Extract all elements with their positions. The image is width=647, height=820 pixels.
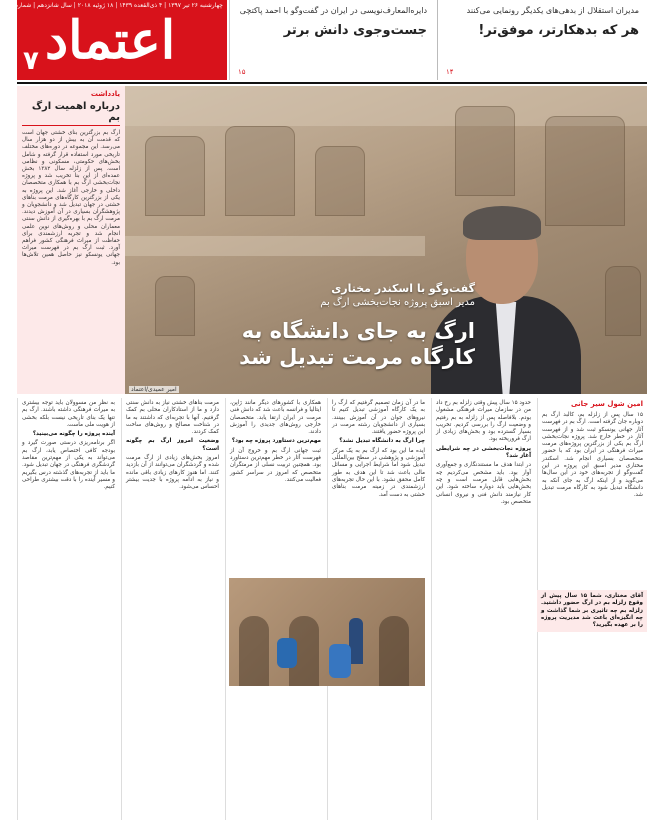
teaser-kicker: دایره‌المعارف‌نویسی در ایران در گفت‌وگو با احمد پاکتچی (239, 6, 427, 15)
masthead-date: چهارشنبه ۲۶ تیر ۱۳۹۷ | ۴ ذی‌القعده ۱۴۳۹ | ۱۸ ژوئیه ۲۰۱۸ | سال شانزدهم | شماره ۴۲۸۲ (0, 2, 223, 9)
teaser-encyclopedia[interactable] (229, 0, 435, 80)
highlight-question-box (537, 590, 647, 632)
teaser-page: ۱۴ (446, 68, 454, 76)
article-author: امین شول سیر جانی (570, 400, 643, 408)
teaser-page: ۱۵ (238, 68, 246, 76)
article-paragraph: ثبت جهانی ارگ بم و خروج آن از فهرست آثار در خطر مهم‌ترین دستاورد بود. همچنین تربیت نسلی از مرمتگران متخصص که امروز در سراسر کشور فعالیت می‌کنند. (230, 447, 321, 483)
article-column-2 (431, 398, 535, 820)
article-paragraph: ۱۵ سال پس از زلزله بم، کالبد ارگ بم دوباره جان گرفته است. ارگ بم در فهرست آثار جهانی یونسکو ثبت شد و از فهرست آثار در خطر خارج شد. پروژه نجات‌بخشی ارگ بم یکی از بزرگترین پروژه‌های مرمت میراث فرهنگی در ایران بود که با حضور متخصصان بسیاری انجام شد. اسکندر مختاری مدیر اسبق این پروژه در این گفت‌وگو از تجربه‌های خود در این سال‌ها می‌گوید و از اینکه ارگ به جای آنکه به دانشگاه تبدیل شود به کارگاه مرمت تبدیل شد. (542, 412, 643, 499)
article-paragraph: امروز بخش‌های زیادی از ارگ مرمت شده و گردشگران می‌توانند از آن بازدید کنند. اما هنوز کارهای زیادی باقی مانده و نیاز به ادامه پروژه با جدیت بیشتر احساس می‌شود. (126, 455, 219, 491)
newspaper-logo[interactable]: اعتماد (45, 10, 176, 71)
sidebar-title: درباره اهمیت ارگ بم (22, 101, 120, 126)
interview-question: وضعیت امروز ارگ بم چگونه است؟ (126, 438, 219, 452)
highlight-question: آقای مختاری، شما ۱۵ سال پیش از وقوع زلزله بم در ارگ حضور داشتید. زلزله بم چه تاثیری بر شما گذاشت و چه انگیزه‌ای باعث شد مدیریت پروژه را بر عهده بگیرید؟ (541, 593, 643, 629)
teaser-headline: هر که بدهکارتر، موفق‌تر! (478, 23, 639, 38)
hero-kicker-name: گفت‌وگو با اسکندر مختاری (331, 282, 475, 295)
sidebar-kicker: یادداشت (90, 90, 120, 98)
article-paragraph: به نظر من مسوولان باید توجه بیشتری به میراث فرهنگی داشته باشند. ارگ بم تنها یک بنای تاریخی نیست بلکه بخشی از هویت ملی ماست. (22, 400, 115, 428)
article-paragraph: همکاری با کشورهای دیگر مانند ژاپن، ایتالیا و فرانسه باعث شد که دانش فنی مرمت در ایران ارتقا یابد. متخصصان خارجی روش‌های جدیدی را آموزش دادند. (230, 400, 321, 436)
page-header (0, 0, 647, 84)
interview-question: آینده پروژه را چگونه می‌بینید؟ (32, 431, 115, 438)
article-paragraph: مرمت بناهای خشتی نیاز به دانش سنتی دارد و ما از استادکاران محلی بم کمک گرفتیم. آنها با تجربه‌ای که داشتند به ما در شناخت مصالح و روش‌های ساخت کمک کردند. (126, 400, 219, 436)
article-paragraph: ایده ما این بود که ارگ بم به یک مرکز آموزشی و پژوهشی در سطح بین‌المللی تبدیل شود اما شرایط اجرایی و مسائل مالی باعث شد تا این هدف به طور کامل محقق نشود. با این حال تجربه‌های ارزشمندی در زمینه مرمت بناهای خشتی به دست آمد. (332, 447, 425, 498)
interview-question: پروژه نجات‌بخشی در چه شرایطی آغاز شد؟ (436, 445, 531, 460)
hero-photo (125, 86, 647, 394)
photo-credit: امیر عمیدی/اعتماد (131, 386, 177, 393)
teaser-headline: جست‌وجوی دانش برتر (283, 23, 427, 38)
hero-headline[interactable]: ارگ به جای دانشگاه به کارگاه مرمت تبدیل شد (239, 319, 475, 369)
article-paragraph: در ابتدا هدف ما مستندنگاری و جمع‌آوری آوار بود. باید مشخص می‌کردیم چه بخش‌هایی قابل مرمت است و چه بخش‌هایی باید دوباره ساخته شود. این کار نیازمند دانش فنی و نیروی انسانی متخصص بود. (436, 462, 531, 505)
restoration-workers-photo (229, 578, 425, 686)
article-column-5 (121, 398, 223, 820)
masthead (0, 0, 227, 80)
teaser-kicker: مدیران استقلال از بدهی‌های یکدیگر رونمایی می‌کنند (466, 6, 639, 15)
sidebar-text: ارگ بم بزرگترین بنای خشتی جهان است که قدمت آن به بیش از دو هزار سال می‌رسد. این مجموعه در دوره‌های مختلف تاریخی مورد استفاده قرار گرفته و شامل بخش‌های حکومتی، مسکونی و نظامی است. پس از زلزله سال ۱۳۸۲ بخش عمده‌ای از این بنا تخریب شد و پروژه نجات‌بخشی ارگ بم با همکاری متخصصان داخلی و خارجی آغاز شد. این پروژه به یکی از بزرگترین کارگاه‌های مرمت بناهای خشتی در جهان تبدیل شد و دانشجویان و پژوهشگران بسیاری در آن آموزش دیدند. مرمت ارگ بم با بهره‌گیری از دانش سنتی معماران محلی و روش‌های نوین علمی انجام شد و تجربه ارزشمندی برای حفاظت از میراث فرهنگی کشور فراهم آورد. ثبت ارگ بم در فهرست میراث جهانی یونسکو نیز حاصل همین تلاش‌ها بود. (22, 130, 121, 266)
article-paragraph: حدود ۱۵ سال پیش وقتی زلزله بم رخ داد من در سازمان میراث فرهنگی مشغول بودم. بلافاصله پس از زلزله به بم رفتیم و وضعیت ارگ را بررسی کردیم. تخریب بسیار گسترده بود و بخش‌های زیادی از ارگ فروریخته بود. (436, 400, 531, 443)
article-column-6 (17, 398, 119, 820)
interview-question: چرا ارگ به دانشگاه تبدیل نشد؟ (339, 438, 425, 445)
hero-caption (225, 282, 475, 370)
sidebar-note (17, 86, 125, 394)
article-paragraph: اگر برنامه‌ریزی درستی صورت گیرد و بودجه کافی اختصاص یابد، ارگ بم می‌تواند به یکی از مهم‌ترین مقاصد گردشگری فرهنگی در جهان تبدیل شود. ما باید از تجربه‌های گذشته درس بگیریم و مسیر آینده را با دقت بیشتری طراحی کنیم. (22, 440, 115, 491)
hero-kicker-role: مدیر اسبق پروژه نجات‌بخشی ارگ بم (320, 297, 475, 308)
article-paragraph: ما در آن زمان تصمیم گرفتیم که ارگ را به یک کارگاه آموزشی تبدیل کنیم تا نیروهای جوان در آن آموزش ببینند. بسیاری از دانشجویان رشته مرمت در این پروژه حضور یافتند. (332, 400, 425, 436)
teaser-esteghlal[interactable] (437, 0, 647, 80)
page-number: ۷ (23, 46, 39, 76)
interview-question: مهم‌ترین دستاورد پروژه چه بود؟ (231, 438, 321, 445)
